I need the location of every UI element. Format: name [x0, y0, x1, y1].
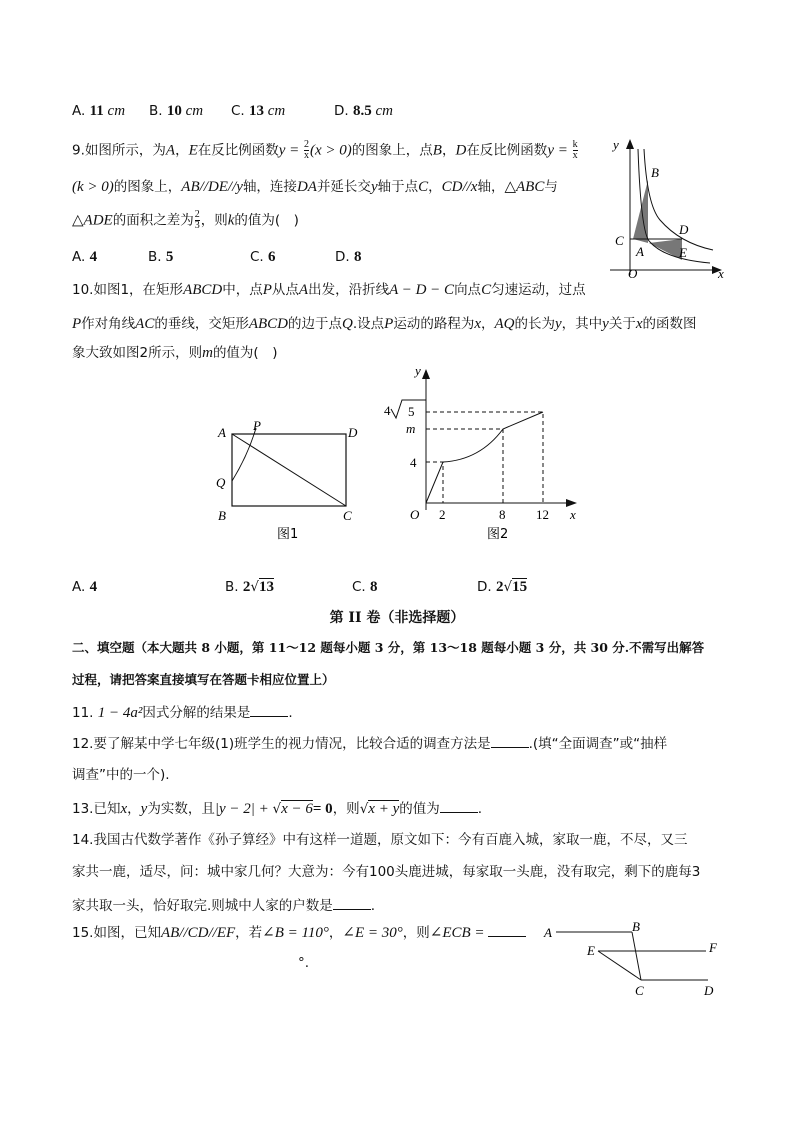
q14-line1: 14.我国古代数学著作《孙子算经》中有这样一道题，原文如下：今有百鹿入城，家取一鹿，不尽，又三 [72, 832, 688, 848]
figure-1 [216, 418, 358, 542]
q15-line2: °. [298, 955, 310, 971]
label-5: 5 [408, 404, 415, 419]
label-a: A [636, 244, 644, 259]
label-d: D [679, 222, 689, 237]
q9-option-a: A. 4 [72, 249, 98, 265]
segment-ec [598, 951, 641, 980]
q10-line2: P作对角线AC的垂线，交矩形ABCD的边于点Q.设点P运动的路程为x，AQ的长为y，其中y关于x的函数图 [72, 316, 697, 332]
label-c: C [635, 983, 644, 998]
label-a: A [218, 425, 226, 440]
q8-option-d: D. 8.5 cm [334, 103, 393, 119]
label-b: B [218, 508, 226, 523]
q10-line1: 10.如图1，在矩形ABCD中，点P从点A出发，沿折线A − D − C向点C匀速运动，过点 [72, 282, 586, 298]
q15-figure [538, 915, 728, 1000]
q9-line2: (k > 0)的图象上，AB//DE//y轴，连接DA并延长交y轴于点C，CD//x轴，△ABC与 [72, 179, 558, 195]
q8-option-a: A. 11 cm [72, 103, 126, 119]
label-o: O [628, 266, 638, 280]
answer-blank[interactable] [440, 798, 478, 813]
label-b: B [632, 919, 640, 934]
q9-figure [605, 135, 730, 280]
label-a: A [544, 925, 552, 940]
section-2-header-line1: 二、填空题（本大题共 8 小题，第 11～12 题每小题 3 分，第 13～18 题每小题 3 分，共 30 分.不需写出解答 [72, 640, 705, 655]
q8-option-c: C. 13 cm [231, 103, 286, 119]
q10-option-a: A. 4 [72, 579, 98, 595]
label-m: m [406, 421, 416, 436]
y-arrow-icon [422, 369, 430, 379]
q9-option-c: C. 6 [250, 249, 276, 265]
tick-8: 8 [499, 507, 506, 522]
label-p: P [253, 418, 261, 433]
label-4-coef: 4 [384, 403, 391, 418]
label-o: O [410, 507, 420, 522]
figure-1-caption: 图1 [277, 527, 299, 542]
label-q: Q [216, 475, 226, 490]
label-x: x [718, 266, 724, 280]
q9-line3: △ADE的面积之差为 $\frac{2}{3}$ ，则k的值为( ) [72, 209, 299, 231]
q12-line1: 12.要了解某中学七年级(1)班学生的视力情况，比较合适的调查方法是 .(填“全面调查”或“抽样 [72, 733, 667, 754]
q12-line2: 调查”中的一个). [72, 767, 170, 783]
segment-bc [632, 932, 641, 980]
q14-line3: 家共取一头，恰好取完.则城中人家的户数是 . [72, 895, 375, 916]
figure-2-caption: 图2 [487, 527, 509, 542]
q10-option-d: D. 2√15 [477, 579, 528, 595]
q8-option-b: B. 10 cm [149, 103, 204, 119]
answer-blank[interactable] [250, 702, 288, 717]
q11: 11. 1 − 4a²因式分解的结果是 . [72, 702, 293, 723]
label-c: C [343, 508, 352, 523]
diagonal-ac [232, 434, 346, 506]
label-y: y [613, 137, 619, 152]
label-x: x [570, 507, 576, 522]
q9-option-d: D. 8 [335, 249, 362, 265]
q13: 13.已知x，y为实数，且|y − 2| + √x − 6= 0，则√x + y的值为 . [72, 798, 482, 819]
tick-2: 2 [439, 507, 446, 522]
function-curve [426, 412, 543, 503]
q9-option-b: B. 5 [148, 249, 174, 265]
label-e: E [587, 943, 595, 958]
label-d: D [348, 425, 358, 440]
section-2-header-line2: 过程，请把答案直接填写在答题卡相应位置上） [72, 672, 335, 687]
answer-blank[interactable] [488, 922, 526, 937]
q10-line3: 象大致如图2所示，则m的值为( ) [72, 345, 278, 361]
label-c: C [615, 233, 624, 248]
label-b: B [651, 165, 659, 180]
label-d: D [704, 983, 714, 998]
answer-blank[interactable] [491, 733, 529, 748]
label-4: 4 [410, 455, 417, 470]
q14-line2: 家共一鹿，适尽，问：城中家几何？大意为：今有100头鹿进城，每家取一头鹿，没有取完，剩下的鹿每3 [72, 864, 701, 880]
answer-blank[interactable] [333, 895, 371, 910]
part-2-title: 第 II 卷（非选择题） [329, 610, 465, 626]
label-y: y [415, 365, 421, 378]
q15-line1: 15.如图，已知AB//CD//EF，若∠B = 110°，∠E = 30°，则∠ECB = [72, 922, 526, 943]
label-e: E [679, 245, 687, 260]
tick-12: 12 [536, 507, 549, 522]
q10-option-b: B. 2√13 [225, 579, 274, 595]
q10-option-c: C. 8 [352, 579, 378, 595]
label-f: F [709, 940, 717, 955]
guide-lines [426, 412, 543, 503]
figure-2 [384, 365, 577, 542]
q9-line1: 9.如图所示，为A，E在反比例函数y = $\frac{2}{x}$ (x > 0)的图象上，点B，D在反比例函数y = $\frac{k}{x}$ [72, 139, 578, 161]
x-arrow-icon [566, 499, 577, 507]
q10-figures [210, 365, 590, 545]
y-arrow-icon [626, 139, 634, 149]
